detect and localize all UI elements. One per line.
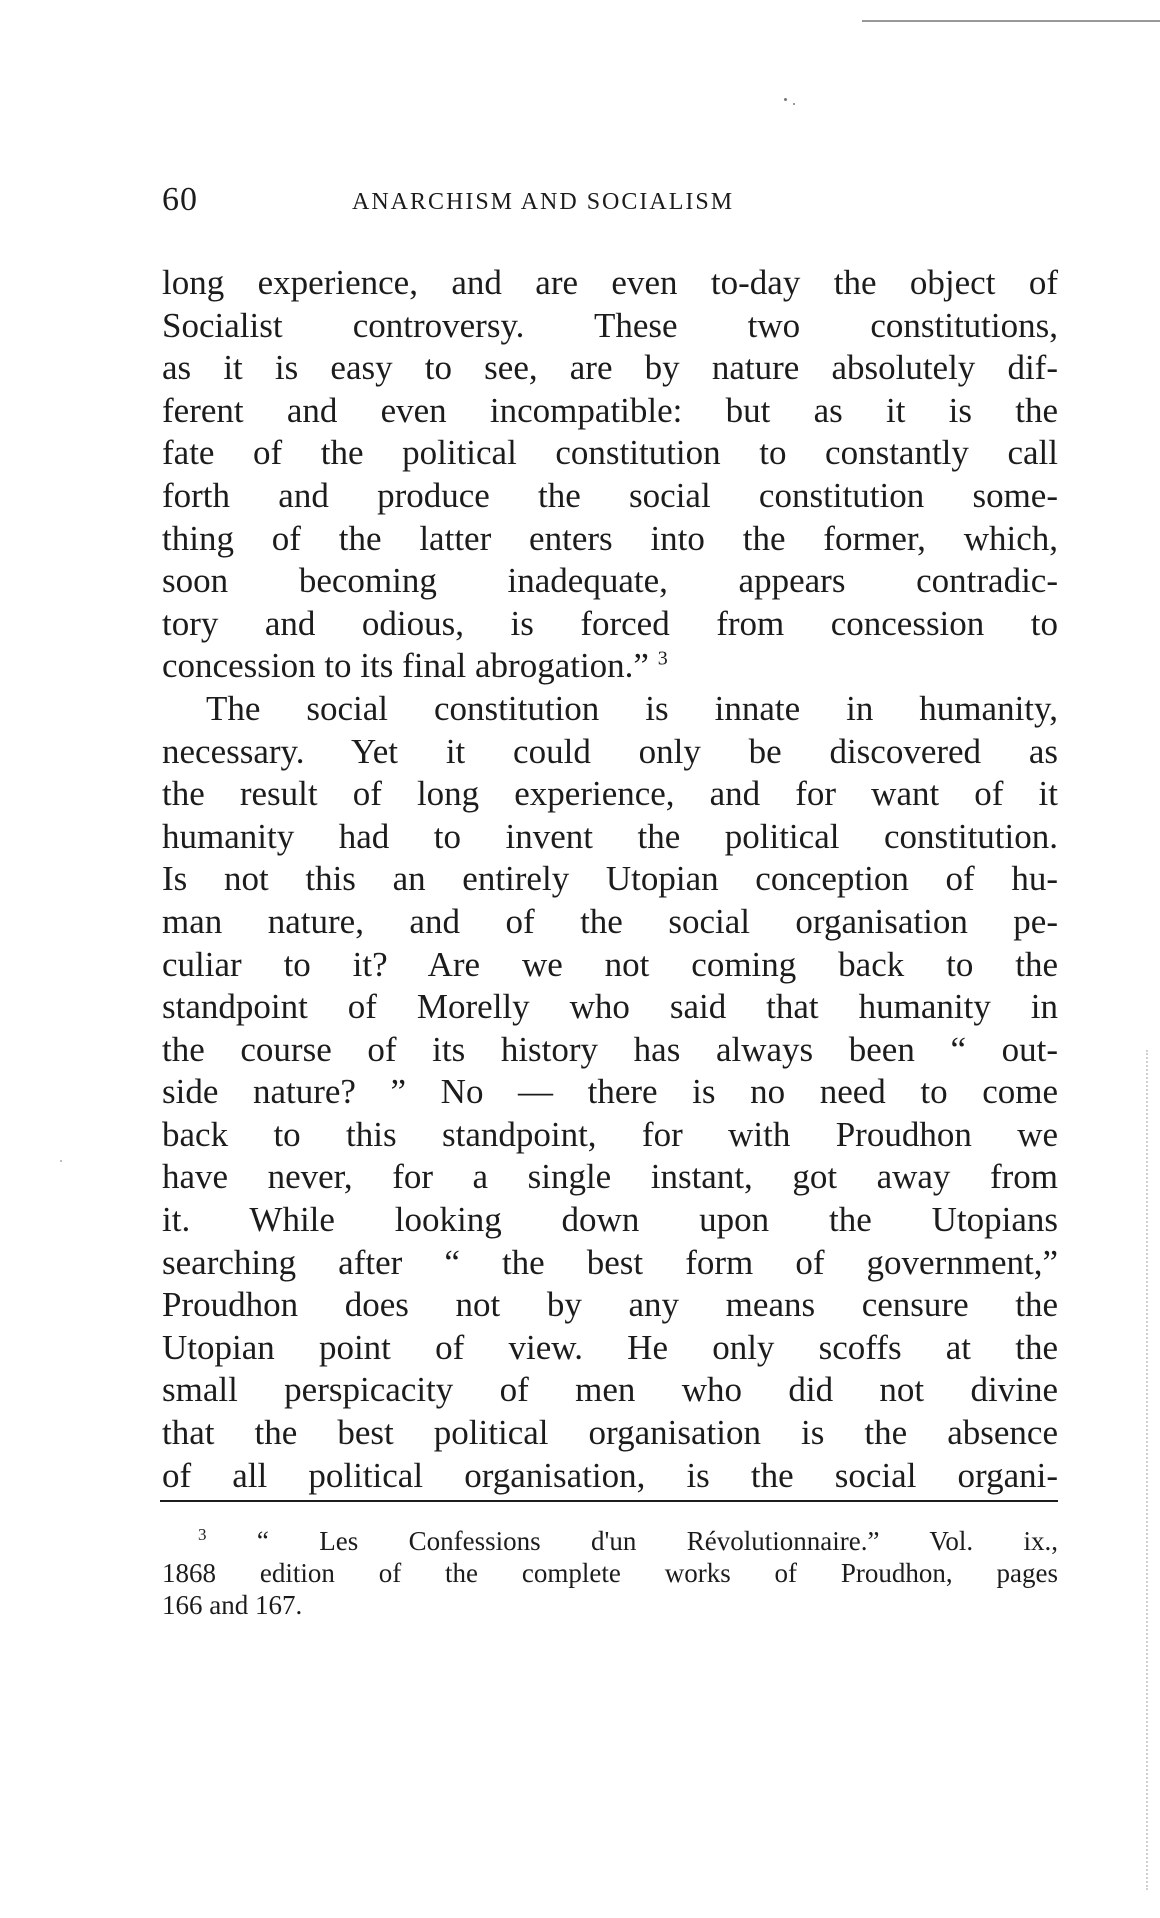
page-number: 60 bbox=[162, 181, 198, 218]
text-line: fate of the political constitution to constantly call bbox=[162, 433, 1058, 473]
text-line: tory and odious, is forced from concession to bbox=[162, 603, 1058, 643]
text-line: standpoint of Morelly who said that humanity in bbox=[162, 987, 1058, 1027]
scan-speck bbox=[60, 1160, 62, 1162]
text-line: the result of long experience, and for want of it bbox=[162, 774, 1058, 814]
text-line: Utopian point of view. He only scoffs at the bbox=[162, 1327, 1058, 1367]
paragraph-start-line: The social constitution is innate in humanity, bbox=[206, 688, 1058, 728]
text-line: man nature, and of the social organisation pe- bbox=[162, 901, 1058, 941]
scan-speck bbox=[784, 98, 787, 101]
footnote-line bbox=[162, 1525, 1058, 1557]
running-head bbox=[162, 180, 1062, 220]
text-line: Is not this an entirely Utopian conception of hu- bbox=[162, 859, 1058, 899]
text-line: it. While looking down upon the Utopians bbox=[162, 1200, 1058, 1240]
text-line: searching after “ the best form of government,” bbox=[162, 1242, 1058, 1282]
text-line: thing of the latter enters into the former, which, bbox=[162, 518, 1058, 558]
footnote-marker: 3 bbox=[198, 1525, 207, 1544]
text-line-quote-end bbox=[162, 645, 1058, 688]
text-line: small perspicacity of men who did not divine bbox=[162, 1370, 1058, 1410]
scan-edge-dots bbox=[1146, 1050, 1150, 1890]
scan-edge-rule bbox=[862, 20, 1160, 22]
text-line: back to this standpoint, for with Proudhon we bbox=[162, 1114, 1058, 1154]
footnote-line: 1868 edition of the complete works of Proudhon, pages bbox=[162, 1558, 1058, 1588]
text-line: necessary. Yet it could only be discovered as bbox=[162, 731, 1058, 771]
text-line: have never, for a single instant, got away from bbox=[162, 1157, 1058, 1197]
text-line: forth and produce the social constitution some- bbox=[162, 475, 1058, 515]
scan-speck bbox=[793, 103, 795, 105]
footnote bbox=[162, 1525, 1058, 1621]
text-line: humanity had to invent the political constitution. bbox=[162, 816, 1058, 856]
footnote-rule bbox=[160, 1500, 1058, 1502]
text-line: the course of its history has always been “ out- bbox=[162, 1029, 1058, 1069]
footnote-line: 166 and 167. bbox=[162, 1590, 303, 1620]
text-line: Socialist controversy. These two constitutions, bbox=[162, 305, 1058, 345]
text-line: ferent and even incompatible: but as it is the bbox=[162, 390, 1058, 430]
text-line: Proudhon does not by any means censure the bbox=[162, 1285, 1058, 1325]
text-line: that the best political organisation is the absence bbox=[162, 1413, 1058, 1453]
body-text bbox=[162, 262, 1058, 1497]
text-line: culiar to it? Are we not coming back to the bbox=[162, 944, 1058, 984]
text-line: side nature? ” No — there is no need to come bbox=[162, 1072, 1058, 1112]
text-line: soon becoming inadequate, appears contradic- bbox=[162, 561, 1058, 601]
text-line-content: concession to its final abrogation.” bbox=[162, 646, 649, 686]
text-line: long experience, and are even to-day the object of bbox=[162, 263, 1058, 302]
footnote-reference: 3 bbox=[657, 647, 668, 670]
text-line: as it is easy to see, are by nature absolutely dif- bbox=[162, 348, 1058, 388]
text-line: of all political organisation, is the social organi- bbox=[162, 1455, 1058, 1495]
footnote-text: “ Les Confessions d'un Révolutionnaire.” Vol. ix., bbox=[256, 1526, 1058, 1556]
running-title: ANARCHISM AND SOCIALISM bbox=[352, 189, 735, 215]
